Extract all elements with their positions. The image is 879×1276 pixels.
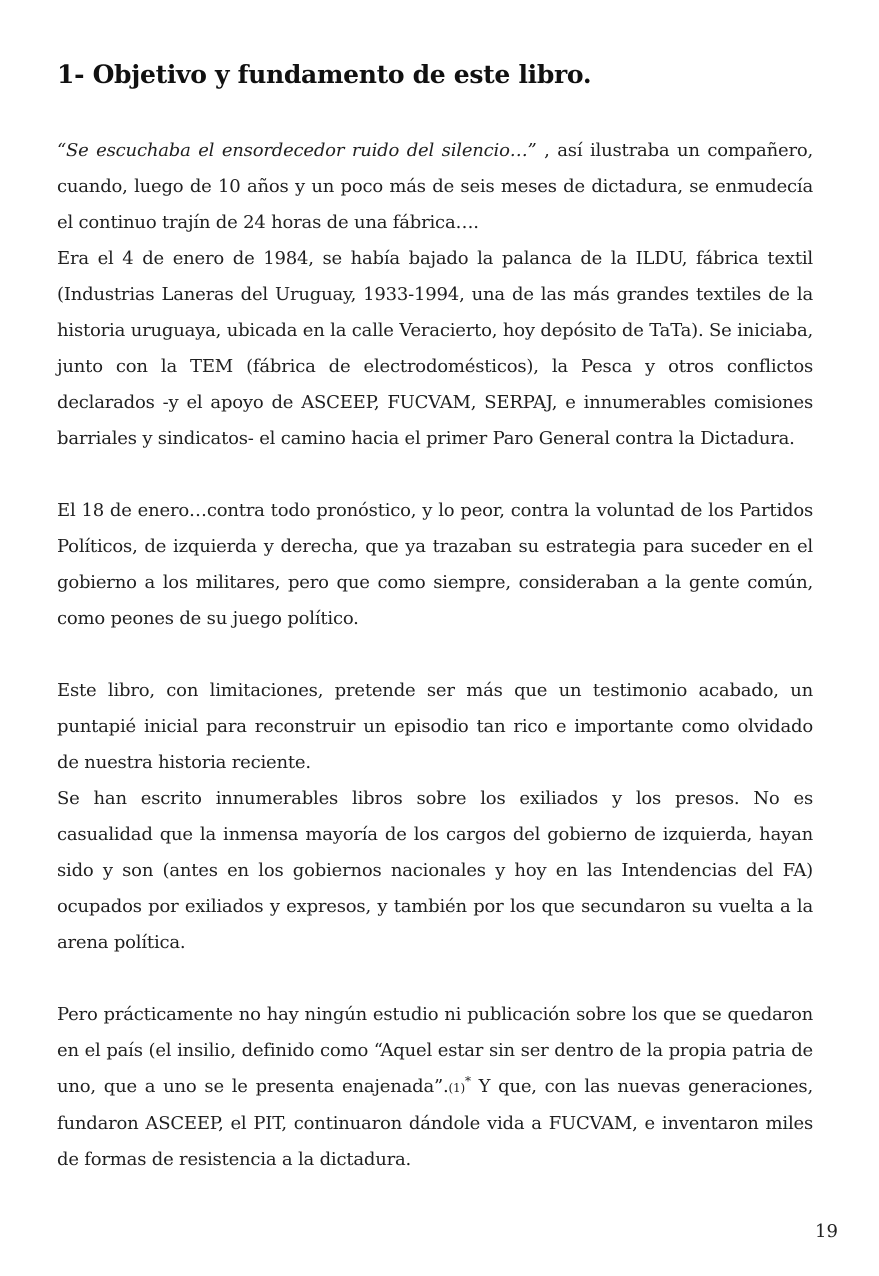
page-number: 19 — [815, 1221, 838, 1242]
paragraph-insilio — [57, 997, 813, 1178]
paragraph-spacer — [57, 637, 813, 673]
body-text — [57, 133, 813, 1178]
page-content — [57, 55, 814, 1170]
opening-quote: “Se escuchaba el ensordecedor ruido del silencio…” — [57, 140, 537, 161]
opening-quote-continuation: , así ilustraba un compañero, cuando, luego de 10 años y un poco más de seis meses de dictadura, se enmudecía el continuo trajín de 24 horas de una fábrica…. — [57, 140, 814, 233]
insilio-text: Pero prácticamente no hay ningún estudio ni publicación sobre los que se quedaron en el país (el insilio, definido como “Aquel estar sin ser dentro de la propia patria de uno, que a uno se le presenta enajenada”. — [57, 1004, 813, 1097]
chapter-title: 1- Objetivo y fundamento de este libro. — [57, 60, 592, 89]
paragraph-ildu: Era el 4 de enero de 1984, se había bajado la palanca de la ILDU, fábrica textil (Industrias Laneras del Uruguay, 1933-1994, una de las más grandes textiles de la historia uruguaya, ubicada en la calle Veracierto, hoy depósito de TaTa). Se iniciaba, junto con la TEM (fábrica de electrodomésticos), la Pesca y otros conflictos declarados -y el apoyo de ASCEEP, FUCVAM, SERPAJ, e innumerables comisiones barriales y sindicatos- el camino hacia el primer Paro General contra la Dictadura. — [57, 248, 813, 449]
paragraph-este-libro: Este libro, con limitaciones, pretende ser más que un testimonio acabado, un puntapié inicial para reconstruir un episodio tan rico e importante como olvidado de nuestra historia reciente. — [57, 680, 813, 773]
insilio-text-continuation: Y que, con las nuevas generaciones, fundaron ASCEEP, el PIT, continuaron dándole vida a FUCVAM, e inventaron miles de formas de resistencia a la dictadura. — [57, 1076, 813, 1170]
paragraph-spacer — [57, 961, 813, 997]
paragraph-spacer — [57, 457, 813, 493]
paragraph-opening — [57, 133, 813, 241]
footnote-reference: (1) — [448, 1081, 465, 1095]
paragraph-18-enero: El 18 de enero…contra todo pronóstico, y lo peor, contra la voluntad de los Partidos Políticos, de izquierda y derecha, que ya trazaban su estrategia para suceder en el gobierno a los militares, pero que como siempre, consideraban a la gente común, como peones de su juego político. — [57, 500, 813, 629]
footnote-asterisk: * — [464, 1074, 471, 1088]
paragraph-exiliados: Se han escrito innumerables libros sobre los exiliados y los presos. No es casualidad que la inmensa mayoría de los cargos del gobierno de izquierda, hayan sido y son (antes en los gobiernos nacionales y hoy en las Intendencias del FA) ocupados por exiliados y expresos, y también por los que secundaron su vuelta a la arena política. — [57, 788, 813, 953]
